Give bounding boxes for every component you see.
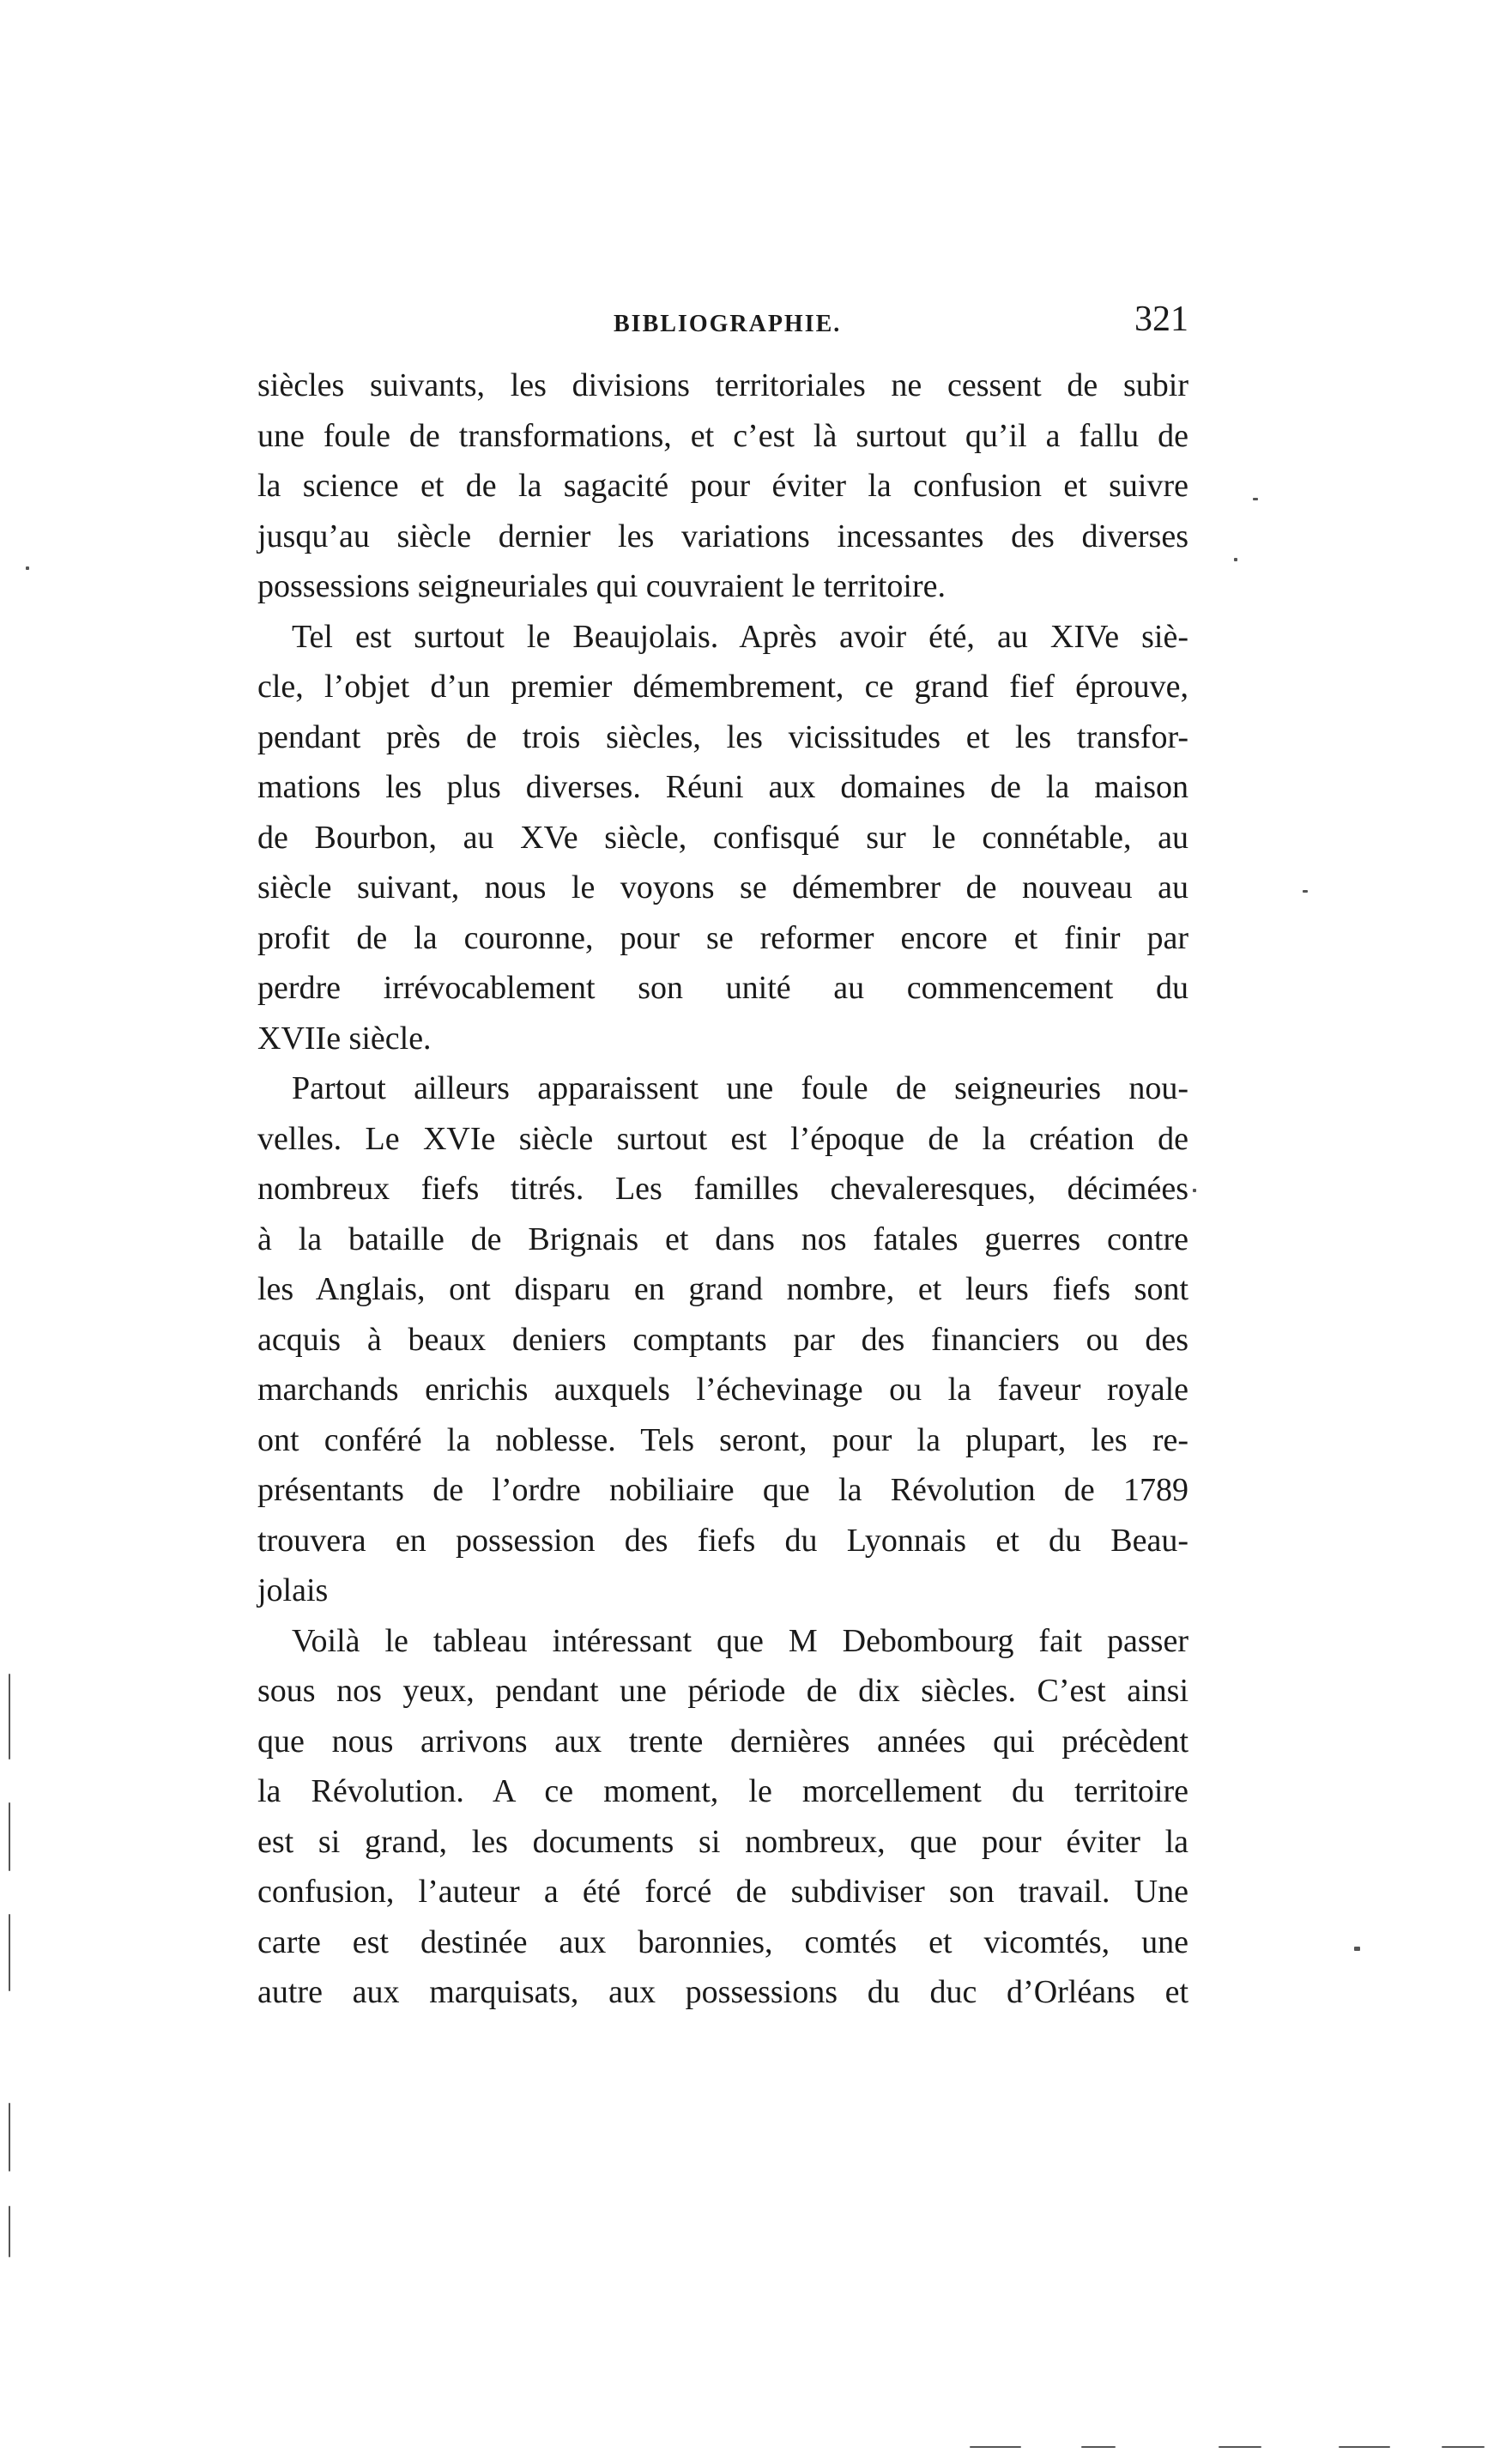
text-line: jusqu’au siècle dernier les variations incessantes des diverses [257,518,1188,554]
scan-speck [970,2446,1021,2448]
scan-speck [1354,1947,1360,1951]
text-line: carte est destinée aux baronnies, comtés et vicomtés, une [257,1923,1188,1960]
text-line: jolais [257,1572,329,1608]
text-line: siècle suivant, nous le voyons se démembrer de nouveau au [257,869,1188,905]
text-line: de Bourbon, au XVe siècle, confisqué sur le connétable, au [257,819,1188,856]
text-line: cle, l’objet d’un premier démembrement, ce grand fief éprouve, [257,669,1188,705]
page-number: 321 [1134,300,1188,339]
text-line: Tel est surtout le Beaujolais. Après avoir été, au XIVe siè- [292,618,1188,655]
text-line: autre aux marquisats, aux possessions du duc d’Orléans et [257,1974,1188,2010]
scan-speck [9,1914,10,1991]
text-line: Partout ailleurs apparaissent une foule de seigneuries nou- [292,1070,1188,1106]
scan-speck [9,1674,10,1759]
text-line: la Révolution. A ce moment, le morcellement du territoire [257,1773,1188,1809]
scan-speck [9,2103,10,2171]
text-line: velles. Le XVIe siècle surtout est l’époque de la création de [257,1120,1188,1157]
text-line: ont conféré la noblesse. Tels seront, pour la plupart, les re- [257,1421,1188,1458]
text-line: nombreux fiefs titrés. Les familles chevaleresques, décimées [257,1171,1188,1207]
text-line: pendant près de trois siècles, les vicissitudes et les transfor- [257,718,1188,755]
text-line: marchands enrichis auxquels l’échevinage ou la faveur royale [257,1372,1188,1408]
running-title: BIBLIOGRAPHIE. [614,311,842,337]
scan-speck [1339,2446,1390,2448]
scan-speck [9,2206,10,2257]
text-line: est si grand, les documents si nombreux, que pour éviter la [257,1823,1188,1860]
text-line: que nous arrivons aux trente dernières années qui précèdent [257,1723,1188,1759]
text-line: une foule de transformations, et c’est là surtout qu’il a fallu de [257,417,1188,454]
scan-speck [26,566,29,570]
text-line: présentants de l’ordre nobiliaire que la Révolution de 1789 [257,1472,1188,1508]
text-line: possessions seigneuriales qui couvraient le territoire. [257,568,947,604]
text-line: confusion, l’auteur a été forcé de subdiviser son travail. Une [257,1874,1188,1910]
text-line: profit de la couronne, pour se reformer encore et finir par [257,919,1188,956]
text-line: la science et de la sagacité pour éviter la confusion et suivre [257,468,1188,504]
text-line: trouvera en possession des fiefs du Lyonnais et du Beau- [257,1522,1188,1559]
text-line: Voilà le tableau intéressant que M Debombourg fait passer [292,1622,1188,1659]
text-line: siècles suivants, les divisions territoriales ne cessent de subir [257,367,1188,403]
body-text [257,360,1188,2018]
text-line: les Anglais, ont disparu en grand nombre, et leurs fiefs sont [257,1271,1188,1307]
scan-speck [1442,2446,1485,2448]
scan-speck [1234,558,1237,561]
scan-speck [9,1802,10,1871]
text-line: XVIIe siècle. [257,1020,432,1057]
text-line: mations les plus diverses. Réuni aux domaines de la maison [257,769,1188,805]
scan-speck [1193,1189,1196,1192]
text-line: à la bataille de Brignais et dans nos fatales guerres contre [257,1220,1188,1257]
scan-speck [1081,2446,1116,2448]
text-line: sous nos yeux, pendant une période de dix siècles. C’est ainsi [257,1673,1188,1709]
text-line: acquis à beaux deniers comptants par des financiers ou des [257,1321,1188,1358]
text-line: perdre irrévocablement son unité au commencement du [257,970,1188,1006]
scan-speck [1219,2446,1261,2448]
scan-speck [1253,498,1258,500]
running-head [257,299,1188,350]
scan-speck [1303,890,1308,893]
